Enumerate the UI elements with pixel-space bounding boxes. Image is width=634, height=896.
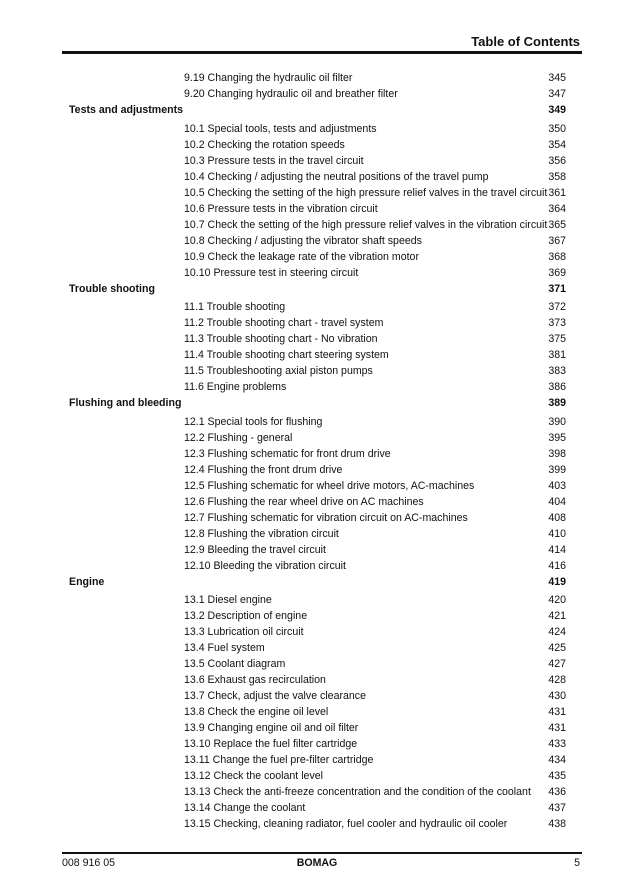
toc-entry-title: 11.3 Trouble shooting chart - No vibration bbox=[184, 333, 378, 345]
toc-entry-title: 12.6 Flushing the rear wheel drive on AC machines bbox=[184, 495, 424, 508]
toc-entry-row bbox=[0, 86, 634, 102]
toc-page-number: 404 bbox=[548, 495, 566, 508]
toc-entry-row bbox=[0, 816, 634, 832]
toc-entry-row bbox=[0, 233, 634, 249]
toc-entry-title: 12.3 Flushing schematic for front drum drive bbox=[184, 447, 391, 460]
toc-entry-row bbox=[0, 672, 634, 688]
toc-entry-title: 10.7 Check the setting of the high pressure relief valves in the vibration circuit bbox=[184, 218, 548, 231]
toc-entry-title: 13.14 Change the coolant bbox=[184, 802, 306, 814]
toc-entry-title: 10.10 Pressure test in steering circuit bbox=[184, 266, 359, 279]
table-of-contents bbox=[0, 70, 634, 832]
toc-page-number: 389 bbox=[548, 397, 566, 409]
toc-entry-title: 10.4 Checking / adjusting the neutral positions of the travel pump bbox=[184, 170, 489, 183]
toc-entry-row bbox=[0, 414, 634, 430]
toc-page-number: 372 bbox=[548, 301, 566, 313]
toc-entry-title: 9.19 Changing the hydraulic oil filter bbox=[184, 72, 353, 84]
toc-page-number: 365 bbox=[548, 218, 566, 231]
toc-entry-title: 13.10 Replace the fuel filter cartridge bbox=[184, 738, 358, 750]
toc-page-number: 395 bbox=[548, 431, 566, 444]
toc-page-number: 375 bbox=[548, 333, 566, 345]
toc-page-number: 425 bbox=[548, 642, 566, 654]
toc-entry-title: 13.4 Fuel system bbox=[184, 642, 265, 654]
toc-entry-title: 11.2 Trouble shooting chart - travel system bbox=[184, 317, 384, 329]
toc-page-number: 419 bbox=[548, 575, 566, 588]
toc-entry-title: 12.5 Flushing schematic for wheel drive motors, AC-machines bbox=[184, 479, 475, 492]
toc-entry-row bbox=[0, 720, 634, 736]
toc-page-number: 436 bbox=[548, 786, 566, 798]
toc-entry-row bbox=[0, 462, 634, 478]
toc-page-number: 361 bbox=[548, 186, 566, 199]
toc-page-number: 345 bbox=[548, 72, 566, 84]
toc-chapter-row bbox=[0, 281, 634, 299]
toc-entry-row bbox=[0, 558, 634, 574]
toc-page-number: 438 bbox=[548, 818, 566, 830]
toc-page-number: 354 bbox=[548, 138, 566, 151]
toc-entry-row bbox=[0, 121, 634, 137]
toc-page-number: 421 bbox=[548, 610, 566, 622]
toc-entry-row bbox=[0, 608, 634, 624]
toc-entry-title: 13.8 Check the engine oil level bbox=[184, 706, 329, 718]
toc-page-number: 349 bbox=[548, 104, 566, 116]
toc-entry-row bbox=[0, 137, 634, 153]
toc-entry-row bbox=[0, 752, 634, 768]
toc-page-number: 367 bbox=[548, 234, 566, 247]
toc-page-number: 437 bbox=[548, 802, 566, 814]
toc-entry-row bbox=[0, 542, 634, 558]
toc-page-number: 410 bbox=[548, 527, 566, 540]
toc-page-number: 373 bbox=[548, 317, 566, 329]
toc-page-number: 386 bbox=[548, 381, 566, 393]
toc-page-number: 420 bbox=[548, 594, 566, 606]
toc-entry-row bbox=[0, 249, 634, 265]
toc-page-number: 428 bbox=[548, 674, 566, 686]
toc-page-number: 408 bbox=[548, 511, 566, 524]
toc-entry-row bbox=[0, 430, 634, 446]
toc-page-number: 371 bbox=[548, 282, 566, 295]
toc-entry-row bbox=[0, 185, 634, 201]
toc-entry-row bbox=[0, 510, 634, 526]
toc-entry-title: 12.8 Flushing the vibration circuit bbox=[184, 527, 339, 540]
toc-page-number: 369 bbox=[548, 266, 566, 279]
toc-page-number: 398 bbox=[548, 447, 566, 460]
toc-entry-title: 13.6 Exhaust gas recirculation bbox=[184, 674, 326, 686]
footer-rule bbox=[62, 852, 582, 854]
toc-entry-row bbox=[0, 347, 634, 363]
toc-entry-title: 12.10 Bleeding the vibration circuit bbox=[184, 559, 346, 572]
toc-chapter-row bbox=[0, 102, 634, 120]
toc-entry-title: 13.15 Checking, cleaning radiator, fuel cooler and hydraulic oil cooler bbox=[184, 818, 508, 830]
toc-entry-title: 13.3 Lubrication oil circuit bbox=[184, 626, 304, 638]
toc-entry-row bbox=[0, 494, 634, 510]
toc-page-number: 434 bbox=[548, 754, 566, 766]
document-number: 008 916 05 bbox=[62, 857, 116, 869]
toc-entry-title: 11.4 Trouble shooting chart steering system bbox=[184, 349, 389, 361]
toc-entry-title: 10.5 Checking the setting of the high pressure relief valves in the travel circuit bbox=[184, 186, 548, 199]
toc-page-number: 381 bbox=[548, 349, 566, 361]
toc-entry-title: 13.9 Changing engine oil and oil filter bbox=[184, 722, 359, 734]
toc-entry-row bbox=[0, 624, 634, 640]
toc-page-number: 364 bbox=[548, 202, 566, 215]
toc-page-number: 431 bbox=[548, 722, 566, 734]
toc-chapter-title: Tests and adjustments bbox=[69, 104, 184, 116]
toc-entry-title: 10.1 Special tools, tests and adjustments bbox=[184, 122, 377, 135]
toc-entry-title: 12.2 Flushing - general bbox=[184, 431, 293, 444]
toc-entry-row bbox=[0, 363, 634, 379]
toc-entry-title: 10.2 Checking the rotation speeds bbox=[184, 138, 345, 151]
toc-entry-row bbox=[0, 526, 634, 542]
toc-entry-title: 13.12 Check the coolant level bbox=[184, 770, 323, 782]
toc-page-number: 431 bbox=[548, 706, 566, 718]
toc-entry-title: 12.1 Special tools for flushing bbox=[184, 415, 323, 428]
page-header-title: Table of Contents bbox=[471, 34, 580, 49]
toc-page-number: 433 bbox=[548, 738, 566, 750]
toc-page-number: 356 bbox=[548, 154, 566, 167]
toc-entry-title: 13.13 Check the anti-freeze concentration and the condition of the coolant bbox=[184, 786, 531, 798]
toc-page-number: 403 bbox=[548, 479, 566, 492]
toc-entry-title: 13.1 Diesel engine bbox=[184, 594, 272, 606]
toc-entry-title: 13.11 Change the fuel pre-filter cartridge bbox=[184, 754, 374, 766]
toc-page-number: 430 bbox=[548, 690, 566, 702]
toc-entry-row bbox=[0, 331, 634, 347]
toc-entry-row bbox=[0, 704, 634, 720]
toc-page-number: 424 bbox=[548, 626, 566, 638]
toc-entry-row bbox=[0, 736, 634, 752]
toc-page-number: 427 bbox=[548, 658, 566, 670]
toc-entry-title: 12.9 Bleeding the travel circuit bbox=[184, 543, 326, 556]
toc-entry-row bbox=[0, 153, 634, 169]
toc-entry-row bbox=[0, 478, 634, 494]
toc-entry-row bbox=[0, 688, 634, 704]
toc-page-number: 435 bbox=[548, 770, 566, 782]
toc-entry-row bbox=[0, 592, 634, 608]
toc-entry-title: 10.8 Checking / adjusting the vibrator shaft speeds bbox=[184, 234, 422, 247]
toc-page-number: 358 bbox=[548, 170, 566, 183]
toc-chapter-title: Flushing and bleeding bbox=[69, 397, 182, 409]
toc-entry-row bbox=[0, 640, 634, 656]
toc-entry-row bbox=[0, 379, 634, 395]
toc-entry-title: 11.6 Engine problems bbox=[184, 381, 287, 393]
toc-entry-title: 10.6 Pressure tests in the vibration circuit bbox=[184, 202, 378, 215]
toc-page-number: 390 bbox=[548, 415, 566, 428]
toc-entry-title: 9.20 Changing hydraulic oil and breather filter bbox=[184, 88, 398, 100]
toc-entry-title: 11.5 Troubleshooting axial piston pumps bbox=[184, 365, 373, 377]
toc-entry-row bbox=[0, 299, 634, 315]
toc-entry-row bbox=[0, 446, 634, 462]
toc-entry-title: 12.4 Flushing the front drum drive bbox=[184, 463, 343, 476]
toc-chapter-title: Engine bbox=[69, 575, 105, 588]
toc-page-number: 350 bbox=[548, 122, 566, 135]
page-number: 5 bbox=[574, 857, 580, 869]
toc-entry-row bbox=[0, 265, 634, 281]
toc-entry-row bbox=[0, 70, 634, 86]
toc-entry-title: 10.9 Check the leakage rate of the vibration motor bbox=[184, 250, 419, 263]
toc-entry-title: 11.1 Trouble shooting bbox=[184, 301, 286, 313]
toc-page-number: 347 bbox=[548, 88, 566, 100]
toc-page-number: 399 bbox=[548, 463, 566, 476]
toc-entry-row bbox=[0, 768, 634, 784]
toc-chapter-row bbox=[0, 395, 634, 413]
toc-chapter-title: Trouble shooting bbox=[69, 282, 155, 295]
toc-page-number: 383 bbox=[548, 365, 566, 377]
toc-entry-row bbox=[0, 217, 634, 233]
toc-entry-row bbox=[0, 315, 634, 331]
toc-entry-title: 13.7 Check, adjust the valve clearance bbox=[184, 690, 366, 702]
toc-entry-row bbox=[0, 169, 634, 185]
toc-page-number: 368 bbox=[548, 250, 566, 263]
toc-entry-title: 12.7 Flushing schematic for vibration circuit on AC-machines bbox=[184, 511, 468, 524]
header-rule bbox=[62, 51, 582, 54]
toc-page-number: 414 bbox=[548, 543, 566, 556]
toc-entry-row bbox=[0, 656, 634, 672]
toc-entry-row bbox=[0, 201, 634, 217]
toc-chapter-row bbox=[0, 574, 634, 592]
toc-entry-row bbox=[0, 784, 634, 800]
toc-entry-row bbox=[0, 800, 634, 816]
toc-page-number: 416 bbox=[548, 559, 566, 572]
toc-entry-title: 13.5 Coolant diagram bbox=[184, 658, 286, 670]
toc-entry-title: 13.2 Description of engine bbox=[184, 610, 308, 622]
toc-entry-title: 10.3 Pressure tests in the travel circuit bbox=[184, 154, 364, 167]
brand-name: BOMAG bbox=[296, 857, 338, 869]
